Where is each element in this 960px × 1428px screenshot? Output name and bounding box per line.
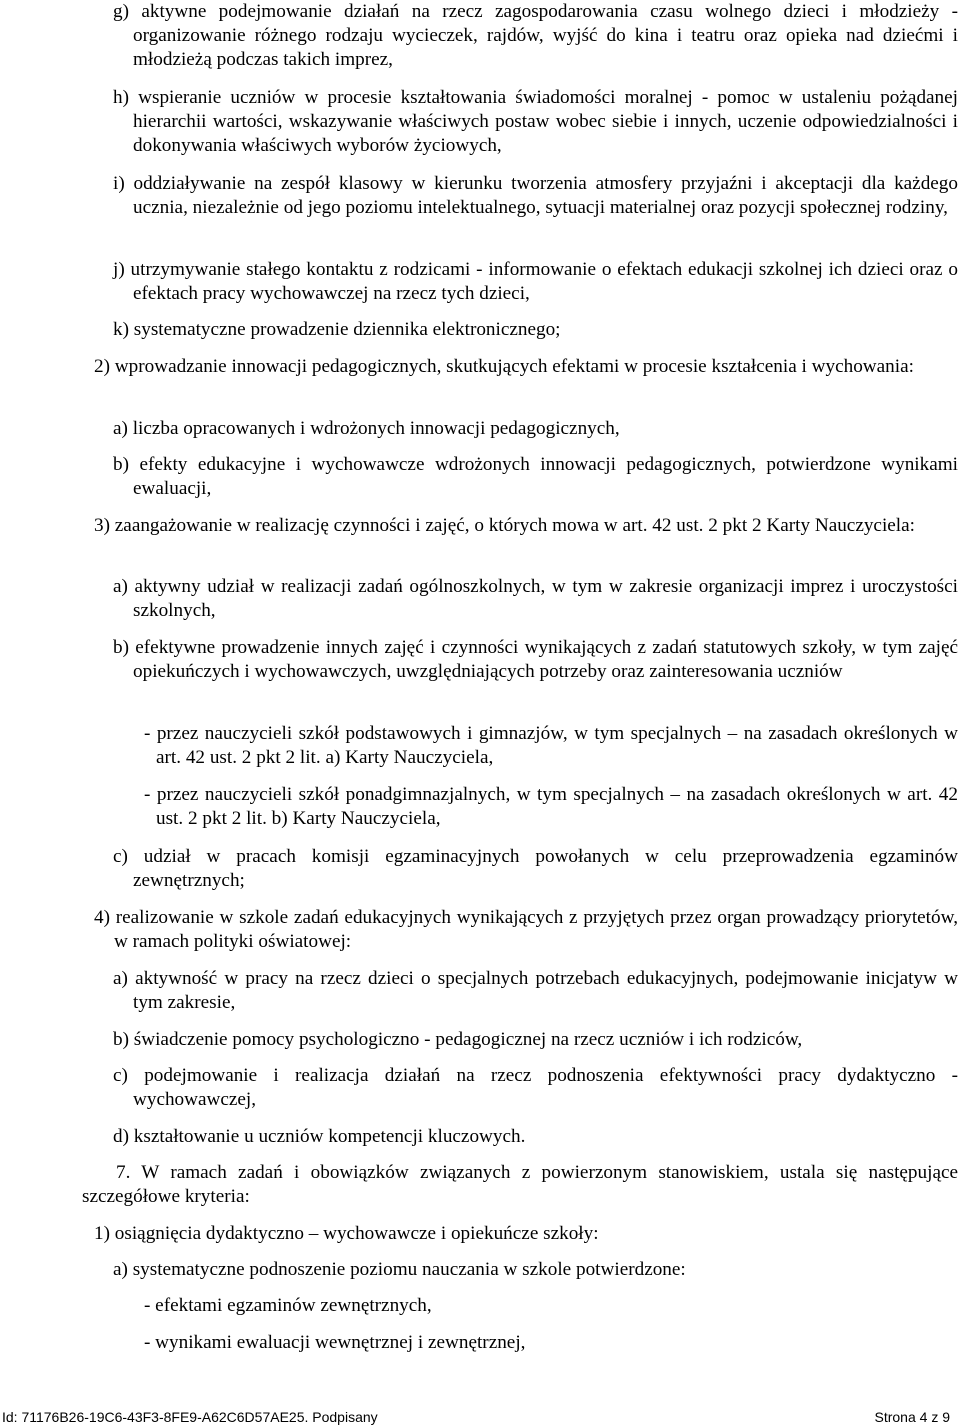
document-id-signature: Id: 71176B26-19C6-43F3-8FE9-A62C6D57AE25. Podpisany <box>2 1409 378 1425</box>
item-4b: b) świadczenie pomocy psychologiczno - pedagogicznej na rzecz uczniów i ich rodziców, <box>113 1029 803 1050</box>
item-3b: b) efektywne prowadzenie innych zajęć i czynności wynikających z zadań statutowych szkoły, w tym zajęć opiekuńczych i wychowawczych, uwzględniających potrzeby oraz zainteresowania uczniów <box>113 637 958 682</box>
item-i: i) oddziaływanie na zespół klasowy w kierunku tworzenia atmosfery przyjaźni i akceptacji dla każdego ucznia, niezależnie od jego poziomu intelektualnego, sytuacji materialnej oraz pozycji społecznej rodziny, <box>113 173 958 218</box>
item-3c: c) udział w pracach komisji egzaminacyjnych powołanych w celu przeprowadzenia egzaminów zewnętrznych; <box>113 846 958 891</box>
item-3b-dash-2: - przez nauczycieli szkół ponadgimnazjalnych, w tym specjalnych – na zasadach określonych w art. 42 ust. 2 pkt 2 lit. b) Karty Nauczyciela, <box>144 784 958 829</box>
item-3a: a) aktywny udział w realizacji zadań ogólnoszkolnych, w tym w zakresie organizacji imprez i uroczystości szkolnych, <box>113 576 958 621</box>
item-2b: b) efekty edukacyjne i wychowawcze wdrożonych innowacji pedagogicznych, potwierdzone wynikami ewaluacji, <box>113 454 958 499</box>
item-k: k) systematyczne prowadzenie dziennika elektronicznego; <box>113 319 561 340</box>
item-4a: a) aktywność w pracy na rzecz dzieci o specjalnych potrzebach edukacyjnych, podejmowanie inicjatyw w tym zakresie, <box>113 968 958 1013</box>
item-g: g) aktywne podejmowanie działań na rzecz zagospodarowania czasu wolnego dzieci i młodzieży - organizowanie różnego rodzaju wycieczek, rajdów, wyjść do kina i teatru oraz opieka nad dziećmi i młodzieżą podczas takich imprez, <box>113 1 958 70</box>
item-7-1: 1) osiągnięcia dydaktyczno – wychowawcze i opiekuńcze szkoły: <box>94 1223 599 1244</box>
item-2: 2) wprowadzanie innowacji pedagogicznych, skutkujących efektami w procesie kształcenia i wychowania: <box>94 356 914 377</box>
page-footer <box>0 1407 960 1428</box>
item-3b-dash-1: - przez nauczycieli szkół podstawowych i gimnazjów, w tym specjalnych – na zasadach określonych w art. 42 ust. 2 pkt 2 lit. a) Karty Nauczyciela, <box>144 723 958 768</box>
item-h: h) wspieranie uczniów w procesie kształtowania świadomości moralnej - pomoc w ustaleniu pożądanej hierarchii wartości, wskazywanie właściwych postaw wobec siebie i innych, uczenie odpowiedzialności i dokonywania właściwych wyborów życiowych, <box>113 87 958 156</box>
item-4: 4) realizowanie w szkole zadań edukacyjnych wynikających z przyjętych przez organ prowadzący priorytetów, w ramach polityki oświatowej: <box>94 907 958 952</box>
item-4d: d) kształtowanie u uczniów kompetencji kluczowych. <box>113 1126 526 1147</box>
item-j: j) utrzymywanie stałego kontaktu z rodzicami - informowanie o efektach edukacji szkolnej ich dzieci oraz o efektach pracy wychowawczej na rzecz tych dzieci, <box>113 259 958 304</box>
page-number: Strona 4 z 9 <box>874 1409 950 1425</box>
item-2a: a) liczba opracowanych i wdrożonych innowacji pedagogicznych, <box>113 418 620 439</box>
section-7: 7. W ramach zadań i obowiązków związanych z powierzonym stanowiskiem, ustala się następujące szczegółowe kryteria: <box>82 1162 958 1207</box>
item-4c: c) podejmowanie i realizacja działań na rzecz podnoszenia efektywności pracy dydaktyczno - wychowawczej, <box>113 1065 958 1110</box>
item-3: 3) zaangażowanie w realizację czynności i zajęć, o których mowa w art. 42 ust. 2 pkt 2 Karty Nauczyciela: <box>94 515 915 536</box>
item-7-1a-dash-2: - wynikami ewaluacji wewnętrznej i zewnętrznej, <box>144 1332 526 1353</box>
item-7-1a: a) systematyczne podnoszenie poziomu nauczania w szkole potwierdzone: <box>113 1259 686 1280</box>
item-7-1a-dash-1: - efektami egzaminów zewnętrznych, <box>144 1295 432 1316</box>
